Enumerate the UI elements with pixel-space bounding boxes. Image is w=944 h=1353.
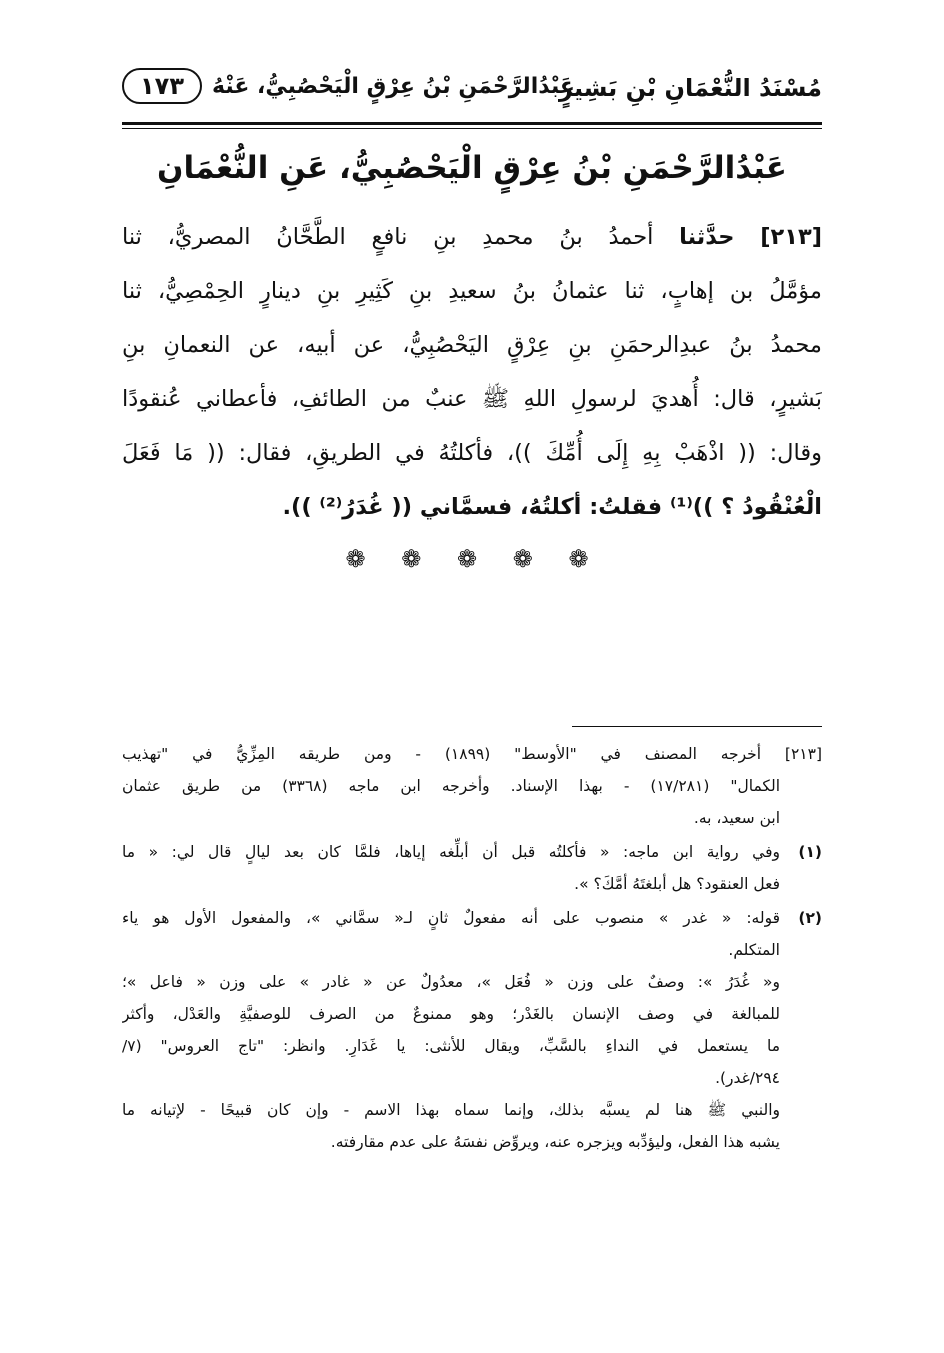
header-book-title: مُسْنَدُ النُّعْمَانِ بْنِ بَشِيرٍ [559,74,822,102]
flower-ornament-icon: ❁ [568,545,599,573]
header-rule [122,122,822,125]
hadith-line-6: الْعُنْقُودُ ؟ ))⁽¹⁾ فقلتُ: أكلتُهُ، فسمَّاني (( غُدَرُ⁽²⁾ )). [282,494,822,520]
hadith-line-text: أحمدُ بنُ محمدِ بنِ نافعٍ الطَّحَّانُ المصريُّ، ثنا [122,224,654,250]
flower-ornament-icon: ❁ [456,545,488,573]
footnote-line: و« غُدَرُ »: وصفٌ على وزن « فُعَل »، معدُولٌ عن « غادر » على وزن « فاعل »؛ [122,973,780,991]
flower-ornament-icon: ❁ [345,545,376,573]
footnote-2 [122,902,822,1158]
footnote-separator [572,726,822,727]
hadith-line-5: وقال: (( اذْهَبْ بِهِ إِلَى أُمِّكَ ))، فأكلتُهُ في الطريقِ، فقال: (( مَا فَعَلَ [122,440,822,466]
hadith-line-2: مؤمَّلُ بن إهابٍ، ثنا عثمانُ بنُ سعيدِ بنِ كَثِيرِ بنِ دينارٍ الحِمْصِيُّ، ثنا [122,278,822,304]
header-chapter-group [122,68,575,104]
footnote-line: المتكلم. [728,941,780,959]
footnote-line: قوله: « غدر » منصوب على أنه مفعولٌ ثانٍ لـ« سمَّاني »، والمفعول الأول هو ياء [122,909,780,927]
footnote-line: فعل العنقود؟ هل أبلغتَهُ أمَّكَ؟ ». [574,875,780,893]
footnotes [122,738,822,1160]
header-rule-thin [122,128,822,129]
footnote-line: ابن سعيد، به. [693,809,780,827]
footnote-line: وفي رواية ابن ماجه: « فأكلتُه قبل أن أبلِّغه إياها، فلمَّا كان بعد ليالٍ قال لي: « ما [122,843,780,861]
hadith-number: [٢١٣] [760,224,822,250]
flower-ornament-icon: ❁ [401,545,432,573]
footnote-line: ما يستعمل في النداءِ بالسَّبِّ، ويقال للأنثى: يا غَدَارِ. وانظر: "تاج العروس" (٧/ [122,1037,780,1055]
header-chapter-title: عَبْدُالرَّحْمَنِ بْنُ عِرْقٍ الْيَحْصُبِيُّ، عَنْهُ [212,73,575,99]
flower-ornament-icon: ❁ [512,545,543,573]
footnote-line: للمبالغة في وصف الإنسان بالغَدْر؛ وهو ممنوعٌ من الصرف للوصفيَّةِ والعَدْل، وأكثر [122,1005,780,1023]
running-header [122,62,822,124]
footnote-line: ٢٩٤/غدر). [715,1069,780,1087]
footnote-marker: (١) [798,843,822,861]
hadith-line-4: بَشيرٍ، قال: أُهديَ لرسولِ اللهِ ﷺ عنبٌ من الطائفِ، فأعطاني عُنقودًا [122,386,822,412]
footnote-line: الكمال" (١٧/٢٨١) - بهذا الإسناد. وأخرجه ابن ماجه (٣٣٦٨) من طريق عثمان [122,777,780,795]
footnote-marker: (٢) [798,909,822,927]
footnote-line: والنبي ﷺ هنا لم يسبَّه بذلك، وإنما سماه بهذا الاسم - وإن كان قبيحًا - لإتيانه ما [122,1101,780,1119]
footnote-1 [122,836,822,900]
hadith-line-1 [122,210,822,264]
hadith-line-3: محمدُ بنُ عبدِالرحمَنِ بنِ عِرْقٍ اليَحْصُبِيُّ، عن أبيه، عن النعمانِ بنِ [122,332,822,358]
page-number: ١٧٣ [122,68,202,104]
section-title: عَبْدُالرَّحْمَنِ بْنُ عِرْقٍ الْيَحْصُبِيُّ، عَنِ النُّعْمَانِ [157,150,787,186]
footnote-line: يشبه هذا الفعل، وليؤدِّبه ويزجره عنه، ويروِّض نفسَهُ على عدم مقارفته. [330,1133,780,1151]
footnote-line: [٢١٣] أخرجه المصنف في "الأوسط" (١٨٩٩) - ومن طريقه المِزِّيُّ في "تهذيب [122,745,822,763]
hadith-text [122,210,822,534]
footnote-source [122,738,822,834]
section-ornament [0,545,944,573]
hadith-opening: حدَّثنا [679,224,735,250]
